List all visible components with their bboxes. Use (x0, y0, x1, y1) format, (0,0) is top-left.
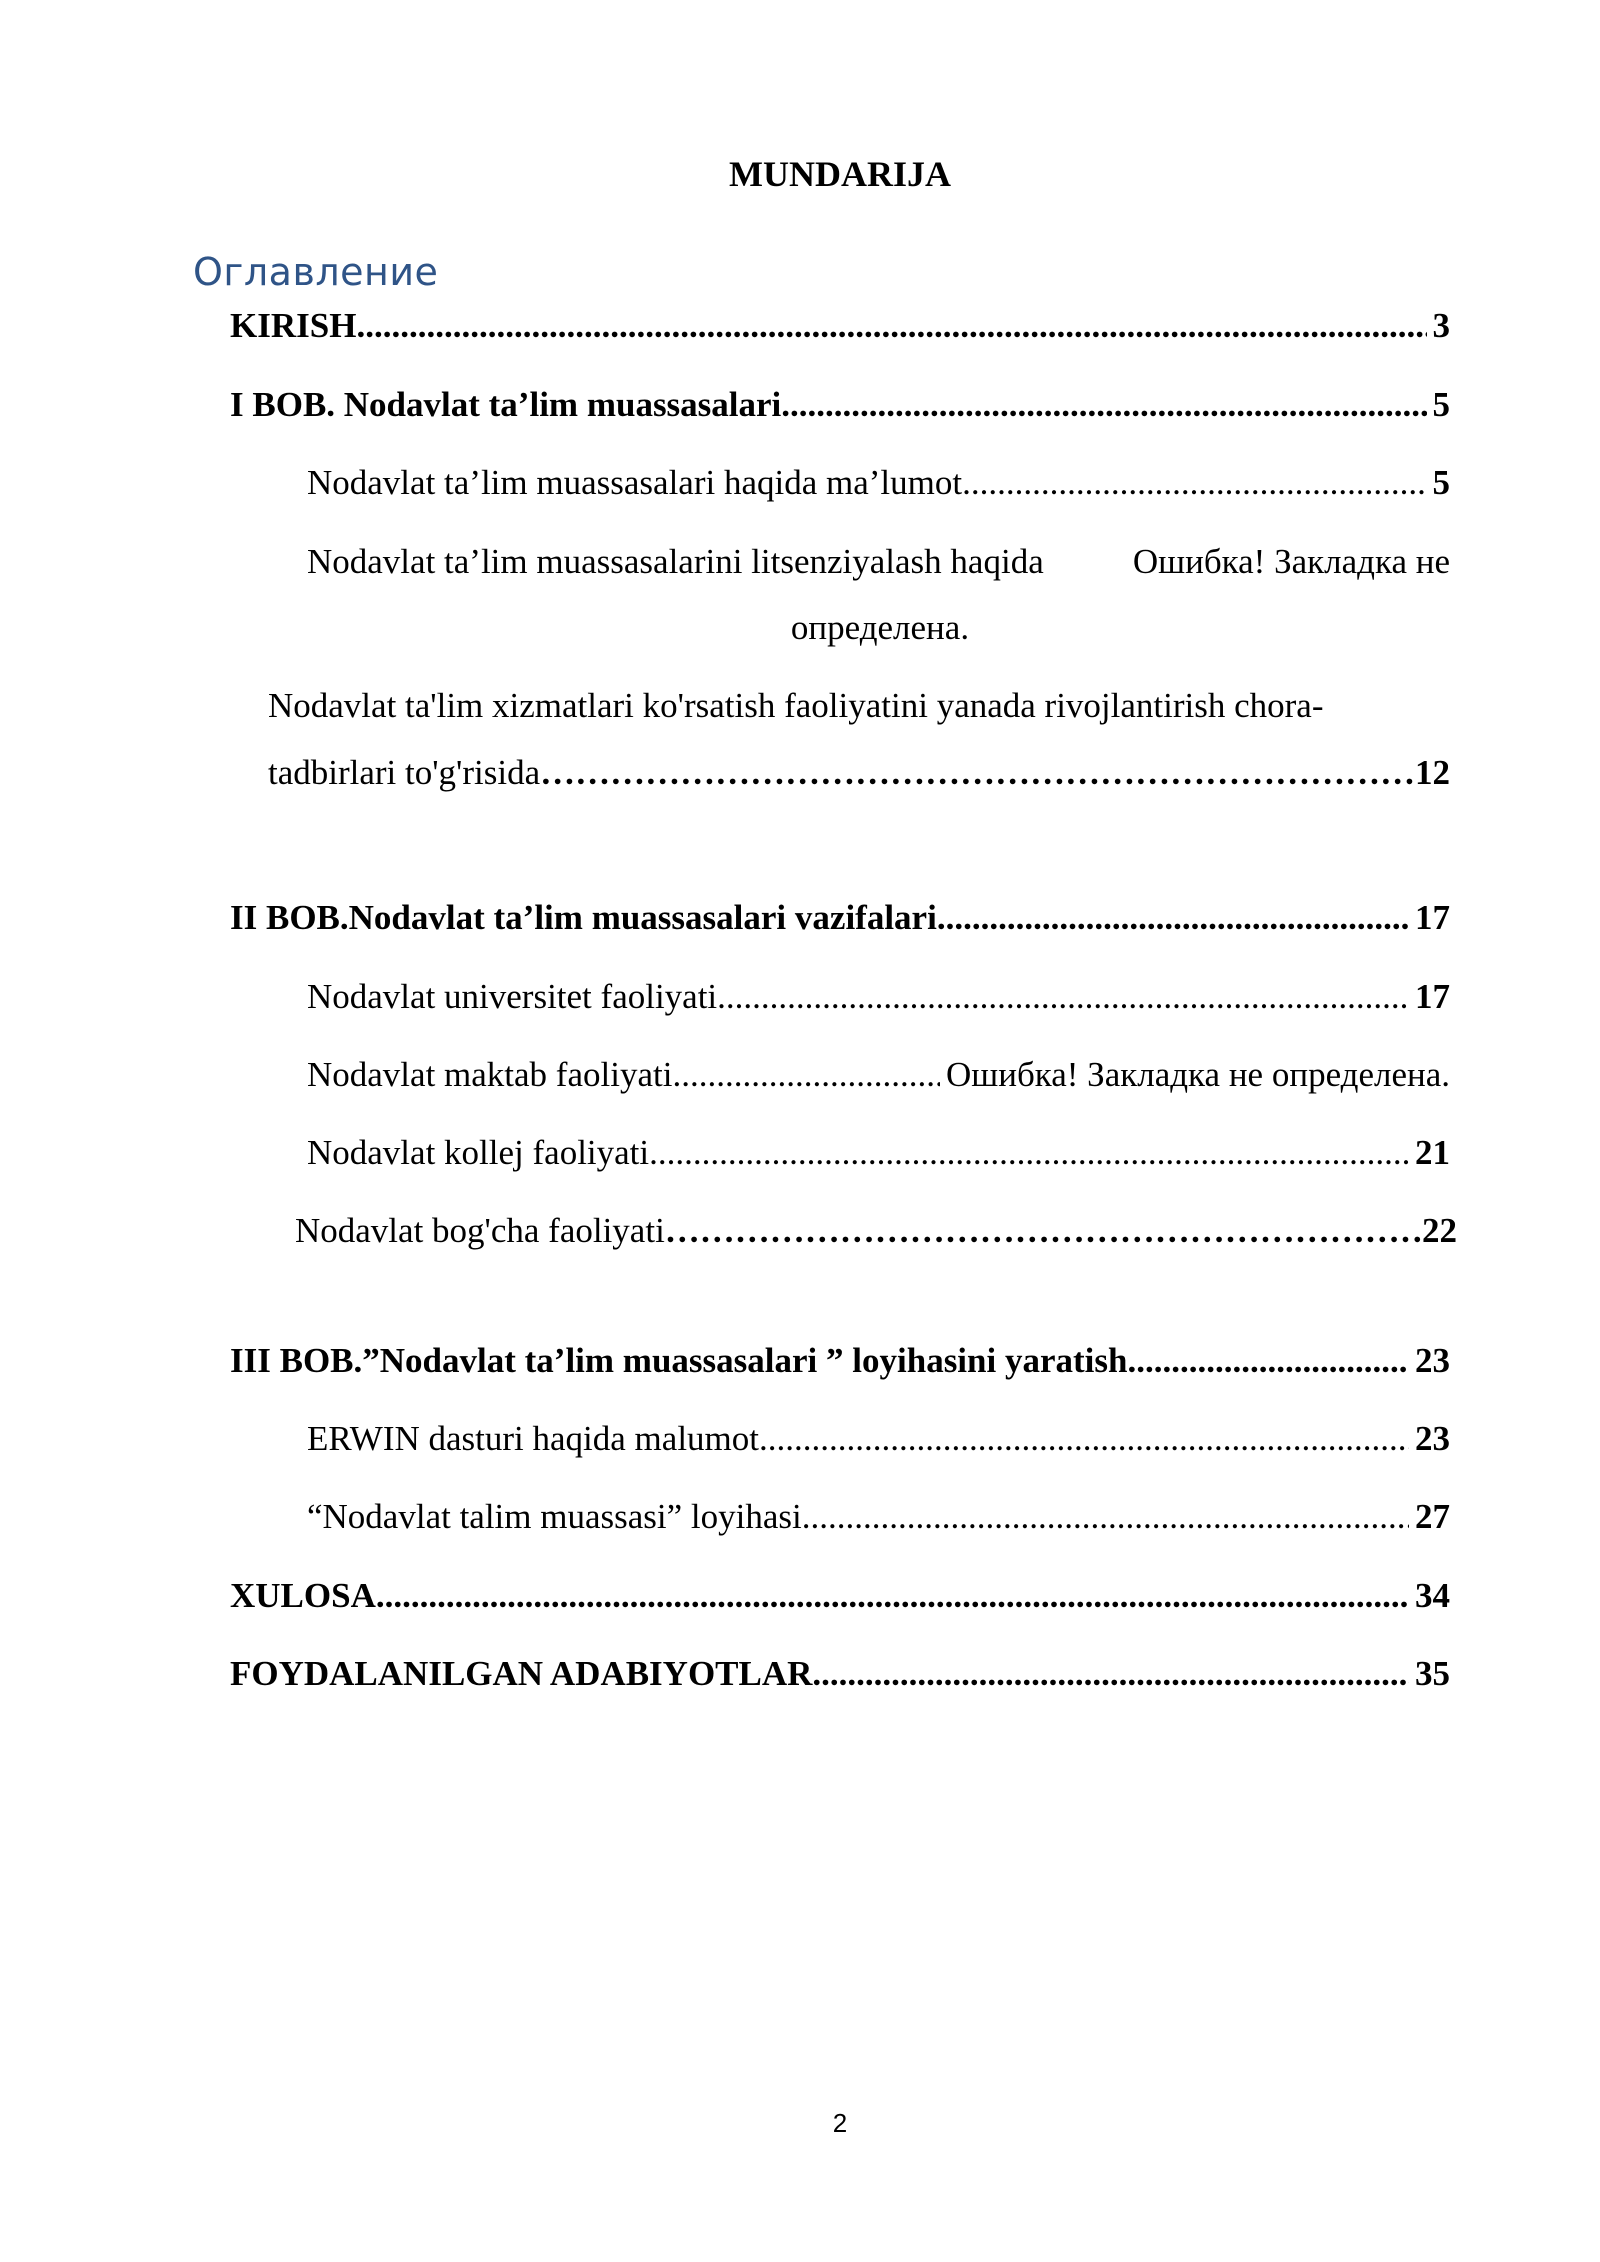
page-number: 2 (832, 2108, 848, 2138)
toc-leader-dots (672, 1053, 940, 1097)
toc-leader-dots (540, 751, 1415, 795)
toc-entry-chapter-3[interactable] (230, 1339, 1450, 1383)
toc-page-number: 34 (1415, 1576, 1450, 1615)
toc-leader-dots (356, 304, 1426, 348)
toc-entry-section-2-2[interactable] (307, 1053, 1450, 1097)
toc-entry-references[interactable] (230, 1652, 1450, 1696)
toc-page-number: 21 (1415, 1133, 1450, 1172)
toc-entry-section-2-3[interactable] (307, 1131, 1450, 1175)
toc-bookmark-error: Ошибка! Закладка не определена. (946, 1055, 1450, 1094)
toc-leader-dots (802, 1495, 1409, 1539)
toc-leader-dots (376, 1574, 1409, 1618)
toc-leader-dots (937, 896, 1409, 940)
toc-entry-chapter-2[interactable] (230, 896, 1450, 940)
toc-entry-label: Nodavlat ta’lim muassasalarini litsenziyalash haqida (307, 542, 1044, 581)
toc-page-number: 17 (1415, 898, 1450, 937)
toc-leader-dots (649, 1131, 1409, 1175)
toc-page-number: 3 (1432, 306, 1450, 345)
toc-entry-kirish[interactable] (230, 304, 1450, 348)
toc-leader-dots (1127, 1339, 1409, 1383)
toc-bookmark-error: Ошибка! Закладка не (1132, 542, 1450, 581)
toc-entry-section-1-3[interactable] (268, 751, 1450, 795)
toc-entry-label: FOYDALANILGAN ADABIYOTLAR (230, 1654, 813, 1693)
toc-leader-dots (759, 1417, 1409, 1461)
toc-page-number: 35 (1415, 1654, 1450, 1693)
toc-entry-label: Nodavlat ta’lim muassasalari haqida ma’lumot (307, 463, 963, 502)
toc-entry-section-1-2[interactable] (307, 540, 1450, 584)
toc-entry-label: Nodavlat bog'cha faoliyati (295, 1211, 665, 1250)
toc-entry-section-1-3-line-1[interactable]: Nodavlat ta'lim xizmatlari ko'rsatish faoliyatini yanada rivojlantirish chora- (268, 686, 1324, 725)
toc-entry-chapter-1[interactable] (230, 383, 1450, 427)
toc-page-number: 23 (1415, 1341, 1450, 1380)
toc-entry-label: Nodavlat kollej faoliyati (307, 1133, 650, 1172)
toc-entry-label: XULOSA (230, 1576, 376, 1615)
toc-page-number: 5 (1432, 385, 1450, 424)
page-title: MUNDARIJA (729, 154, 951, 194)
toc-page-number: 22 (1422, 1211, 1457, 1250)
toc-entry-label: Nodavlat universitet faoliyati (307, 977, 718, 1016)
toc-page-number: 12 (1415, 753, 1450, 792)
toc-entry-label: II BOB.Nodavlat ta’lim muassasalari vazifalari (230, 898, 937, 937)
toc-entry-conclusion[interactable] (230, 1574, 1450, 1618)
toc-entry-label: KIRISH (230, 306, 357, 345)
toc-page-number: 27 (1415, 1497, 1450, 1536)
toc-entry-section-3-1[interactable] (307, 1417, 1450, 1461)
toc-leader-dots (812, 1652, 1409, 1696)
toc-entry-section-2-1[interactable] (307, 975, 1450, 1019)
toc-entry-label: III BOB.”Nodavlat ta’lim muassasalari ” loyihasini yaratish (230, 1341, 1128, 1380)
toc-entry-label: I BOB. Nodavlat ta’lim muassasalari (230, 385, 782, 424)
toc-leader-dots (665, 1209, 1422, 1253)
toc-entry-label: Nodavlat maktab faoliyati (307, 1055, 673, 1094)
toc-heading: Оглавление (193, 250, 439, 294)
toc-entry-section-2-4[interactable] (295, 1209, 1457, 1253)
toc-entry-section-1-1[interactable] (307, 461, 1450, 505)
toc-page-number: 23 (1415, 1419, 1450, 1458)
toc-entry-label: “Nodavlat talim muassasi” loyihasi (307, 1497, 802, 1536)
toc-page-number: 5 (1432, 463, 1450, 502)
toc-entry-label: ERWIN dasturi haqida malumot (307, 1419, 759, 1458)
toc-page-number: 17 (1415, 977, 1450, 1016)
toc-entry-section-3-2[interactable] (307, 1495, 1450, 1539)
toc-leader-dots (717, 975, 1409, 1019)
toc-leader-dots (781, 383, 1426, 427)
toc-bookmark-error-continued: определена. (790, 608, 970, 647)
toc-entry-label: tadbirlari to'g'risida (268, 753, 541, 792)
toc-leader-dots (962, 461, 1426, 505)
